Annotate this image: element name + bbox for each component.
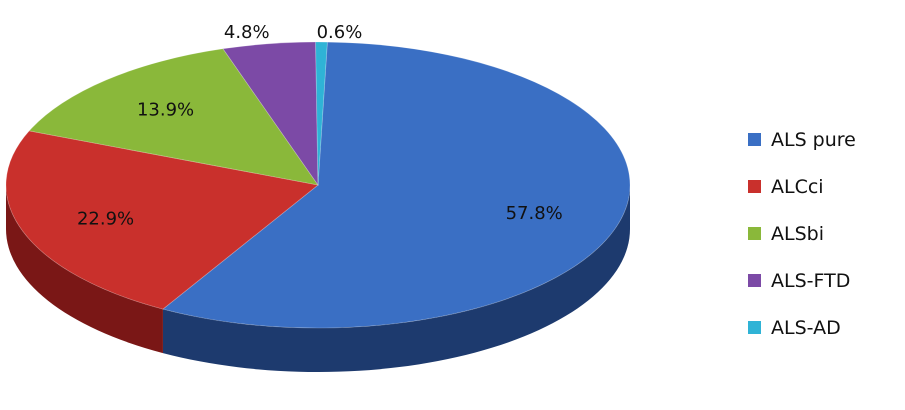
legend [748,116,856,351]
legend-swatch [748,274,761,287]
legend-swatch [748,321,761,334]
legend-label: ALS-AD [771,316,841,339]
pie-slices [6,42,630,328]
legend-item [748,304,856,351]
legend-label: ALSbi [771,222,824,245]
legend-item [748,163,856,210]
legend-item [748,210,856,257]
legend-item [748,257,856,304]
legend-swatch [748,180,761,193]
legend-label: ALS pure [771,128,856,151]
data-label: 4.8% [223,22,270,43]
data-label: 57.8% [505,202,563,224]
legend-swatch [748,133,761,146]
legend-swatch [748,227,761,240]
legend-label: ALS-FTD [771,269,851,292]
legend-label: ALCci [771,175,824,198]
legend-item [748,116,856,163]
data-label: 13.9% [136,99,195,121]
data-label: 22.9% [76,208,135,230]
data-label: 0.6% [316,22,363,43]
